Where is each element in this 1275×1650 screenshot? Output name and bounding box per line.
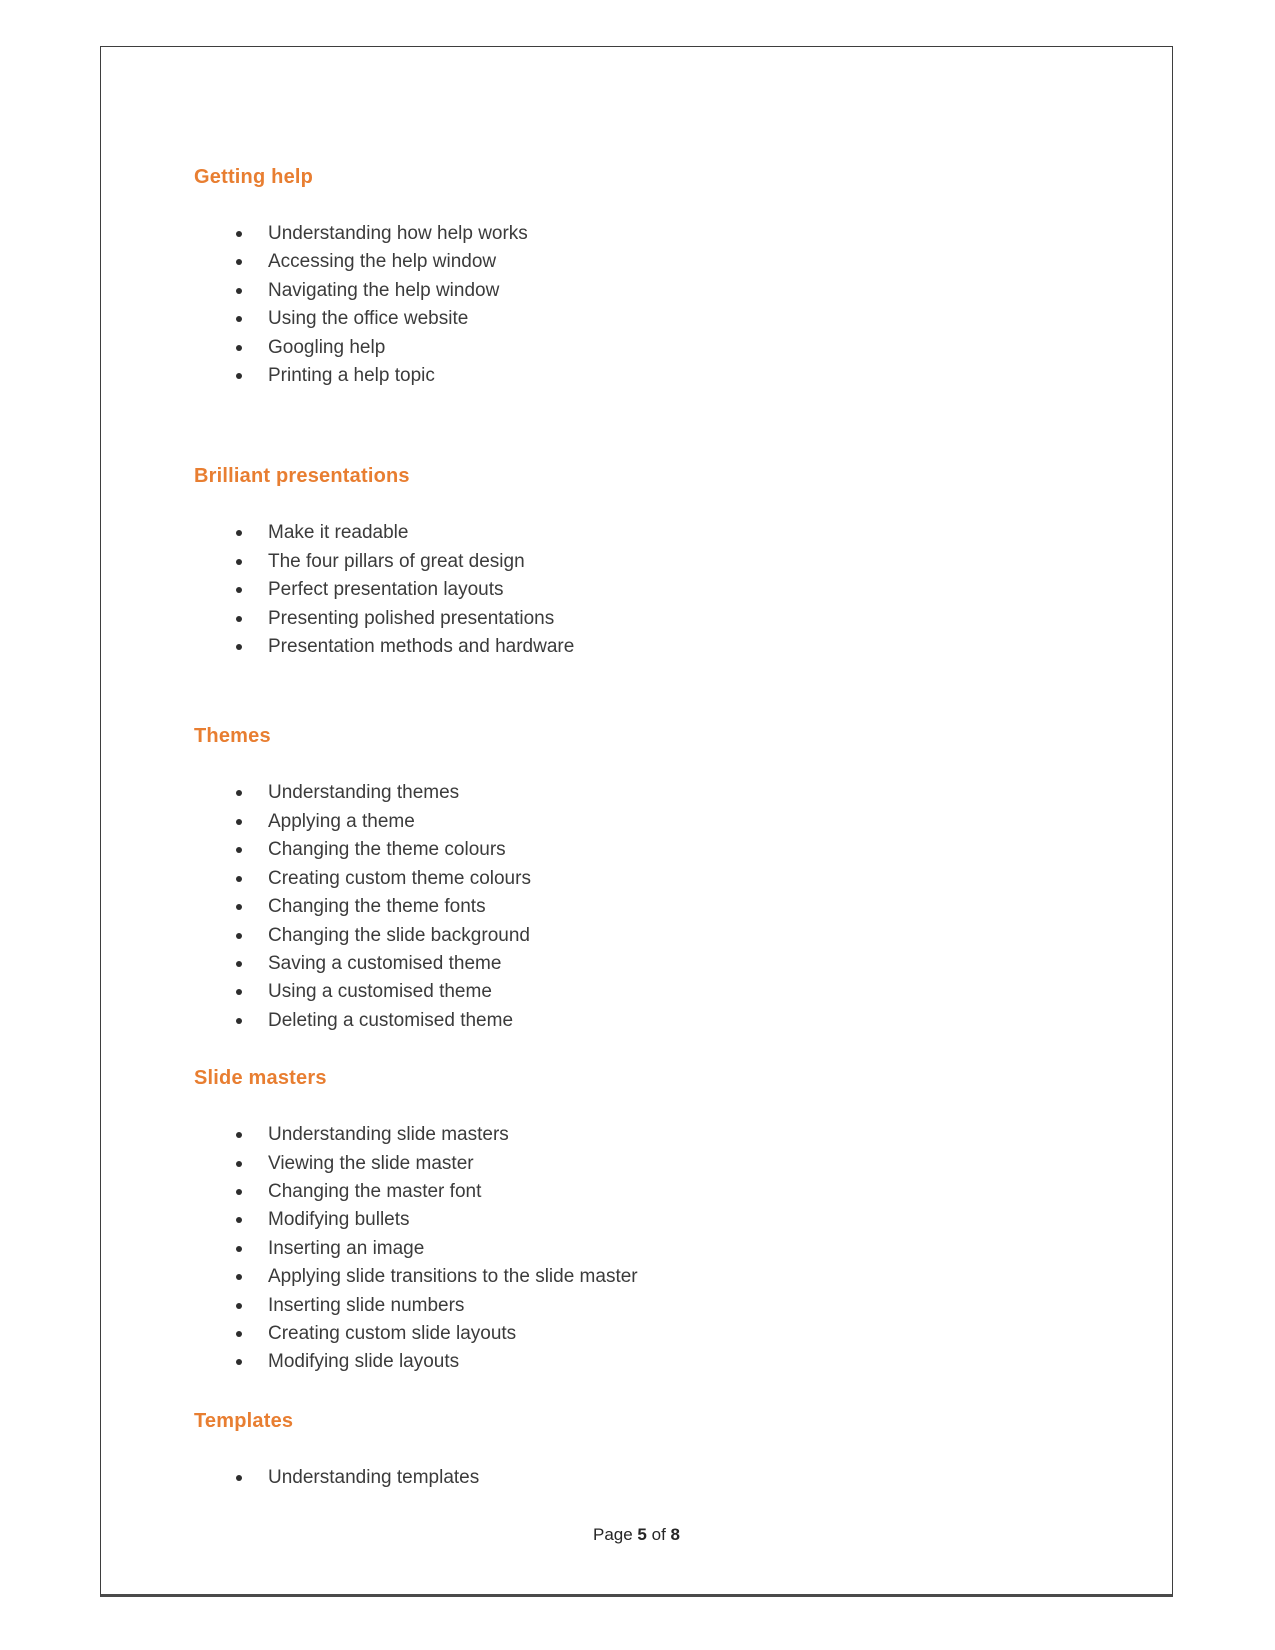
topic-label: Applying slide transitions to the slide master xyxy=(268,1266,638,1288)
topic-label: Applying a theme xyxy=(268,810,415,832)
topic-label: Inserting slide numbers xyxy=(268,1294,465,1316)
bullet-icon xyxy=(236,1132,242,1138)
topic-label: Presenting polished presentations xyxy=(268,607,555,629)
bullet-icon xyxy=(236,790,242,796)
bullet-icon xyxy=(236,1475,242,1481)
topic-label: Understanding templates xyxy=(268,1466,480,1488)
topic-label: Using the office website xyxy=(268,308,469,330)
bullet-icon xyxy=(236,587,242,593)
sections-container xyxy=(194,163,1079,1492)
footer-total-pages: 8 xyxy=(670,1525,681,1545)
topic-label: Using a customised theme xyxy=(268,981,492,1003)
bullet-icon xyxy=(236,616,242,622)
topic-item xyxy=(268,576,1079,604)
bullet-icon xyxy=(236,1274,242,1280)
bullet-icon xyxy=(236,1161,242,1167)
topic-item xyxy=(268,978,1079,1006)
section-heading: Themes xyxy=(194,725,271,748)
topic-item xyxy=(268,1292,1079,1320)
topic-label: Presentation methods and hardware xyxy=(268,636,575,658)
topic-item xyxy=(268,893,1079,921)
topic-item xyxy=(268,548,1079,576)
bullet-icon xyxy=(236,288,242,294)
bullet-icon xyxy=(236,876,242,882)
bullet-icon xyxy=(236,1303,242,1309)
topic-label: Modifying slide layouts xyxy=(268,1351,460,1373)
bullet-icon xyxy=(236,1217,242,1223)
bullet-icon xyxy=(236,530,242,536)
topic-item xyxy=(268,519,1079,547)
topic-item xyxy=(268,779,1079,807)
topic-item xyxy=(268,220,1079,248)
topic-label: The four pillars of great design xyxy=(268,550,525,572)
page-border xyxy=(100,46,1173,1597)
topic-item xyxy=(268,605,1079,633)
topic-item xyxy=(268,1121,1079,1149)
footer-of-label: of xyxy=(651,1525,666,1545)
topic-label: Creating custom theme colours xyxy=(268,867,531,889)
section-topic-list xyxy=(194,519,1079,661)
topic-label: Understanding slide masters xyxy=(268,1124,509,1146)
section-heading: Getting help xyxy=(194,166,314,188)
topic-item xyxy=(268,950,1079,978)
topic-label: Understanding how help works xyxy=(268,223,528,244)
bullet-icon xyxy=(236,345,242,351)
section-topic-list xyxy=(194,1121,1079,1377)
topic-item xyxy=(268,334,1079,362)
section-heading: Templates xyxy=(194,1409,294,1432)
topic-item xyxy=(268,1178,1079,1206)
section-heading: Brilliant presentations xyxy=(194,465,410,488)
bullet-icon xyxy=(236,847,242,853)
section-topic-list xyxy=(194,1464,1079,1492)
section-heading: Slide masters xyxy=(194,1067,327,1090)
topic-label: Printing a help topic xyxy=(268,365,435,387)
topic-label: Navigating the help window xyxy=(268,279,500,301)
topic-item xyxy=(268,1007,1079,1035)
bullet-icon xyxy=(236,819,242,825)
topic-item xyxy=(268,305,1079,333)
topic-item xyxy=(268,1348,1079,1376)
bullet-icon xyxy=(236,559,242,565)
bullet-icon xyxy=(236,259,242,265)
topic-label: Changing the slide background xyxy=(268,924,530,946)
topic-label: Deleting a customised theme xyxy=(268,1009,514,1031)
topic-label: Googling help xyxy=(268,336,386,358)
bullet-icon xyxy=(236,1359,242,1365)
topic-item xyxy=(268,1150,1079,1178)
topic-label: Saving a customised theme xyxy=(268,952,502,974)
topic-item xyxy=(268,1206,1079,1234)
topic-label: Changing the master font xyxy=(268,1180,482,1202)
toc-section xyxy=(194,722,1079,1035)
topic-item xyxy=(268,922,1079,950)
topic-item xyxy=(268,836,1079,864)
bullet-icon xyxy=(236,231,242,237)
topic-item xyxy=(268,633,1079,661)
toc-section xyxy=(194,1064,1079,1377)
topic-item xyxy=(268,1320,1079,1348)
topic-item xyxy=(268,1263,1079,1291)
bullet-icon xyxy=(236,1331,242,1337)
footer-page-number: 5 xyxy=(637,1525,647,1545)
topic-item xyxy=(268,865,1079,893)
section-topic-list xyxy=(194,779,1079,1035)
page-footer xyxy=(194,1524,1079,1546)
bullet-icon xyxy=(236,961,242,967)
bullet-icon xyxy=(236,933,242,939)
topic-label: Viewing the slide master xyxy=(268,1152,474,1174)
toc-section xyxy=(194,462,1079,661)
topic-label: Inserting an image xyxy=(268,1237,425,1259)
bullet-icon xyxy=(236,1018,242,1024)
toc-section xyxy=(194,1407,1079,1492)
bullet-icon xyxy=(236,1189,242,1195)
topic-label: Understanding themes xyxy=(268,782,460,804)
footer-page-label: Page xyxy=(592,1525,633,1545)
topic-label: Modifying bullets xyxy=(268,1209,410,1231)
bullet-icon xyxy=(236,373,242,379)
bullet-icon xyxy=(236,644,242,650)
bullet-icon xyxy=(236,989,242,995)
topic-item xyxy=(268,1464,1079,1492)
bullet-icon xyxy=(236,904,242,910)
topic-label: Make it readable xyxy=(268,522,409,544)
topic-item xyxy=(268,362,1079,390)
toc-content xyxy=(101,47,1172,1546)
bullet-icon xyxy=(236,1246,242,1252)
topic-label: Changing the theme colours xyxy=(268,839,506,861)
topic-item xyxy=(268,248,1079,276)
bullet-icon xyxy=(236,316,242,322)
section-topic-list xyxy=(194,220,1079,390)
topic-item xyxy=(268,277,1079,305)
topic-item xyxy=(268,808,1079,836)
topic-label: Creating custom slide layouts xyxy=(268,1322,517,1344)
toc-section xyxy=(194,163,1079,390)
topic-label: Perfect presentation layouts xyxy=(268,579,504,601)
topic-label: Accessing the help window xyxy=(268,251,497,273)
topic-item xyxy=(268,1235,1079,1263)
topic-label: Changing the theme fonts xyxy=(268,896,486,918)
